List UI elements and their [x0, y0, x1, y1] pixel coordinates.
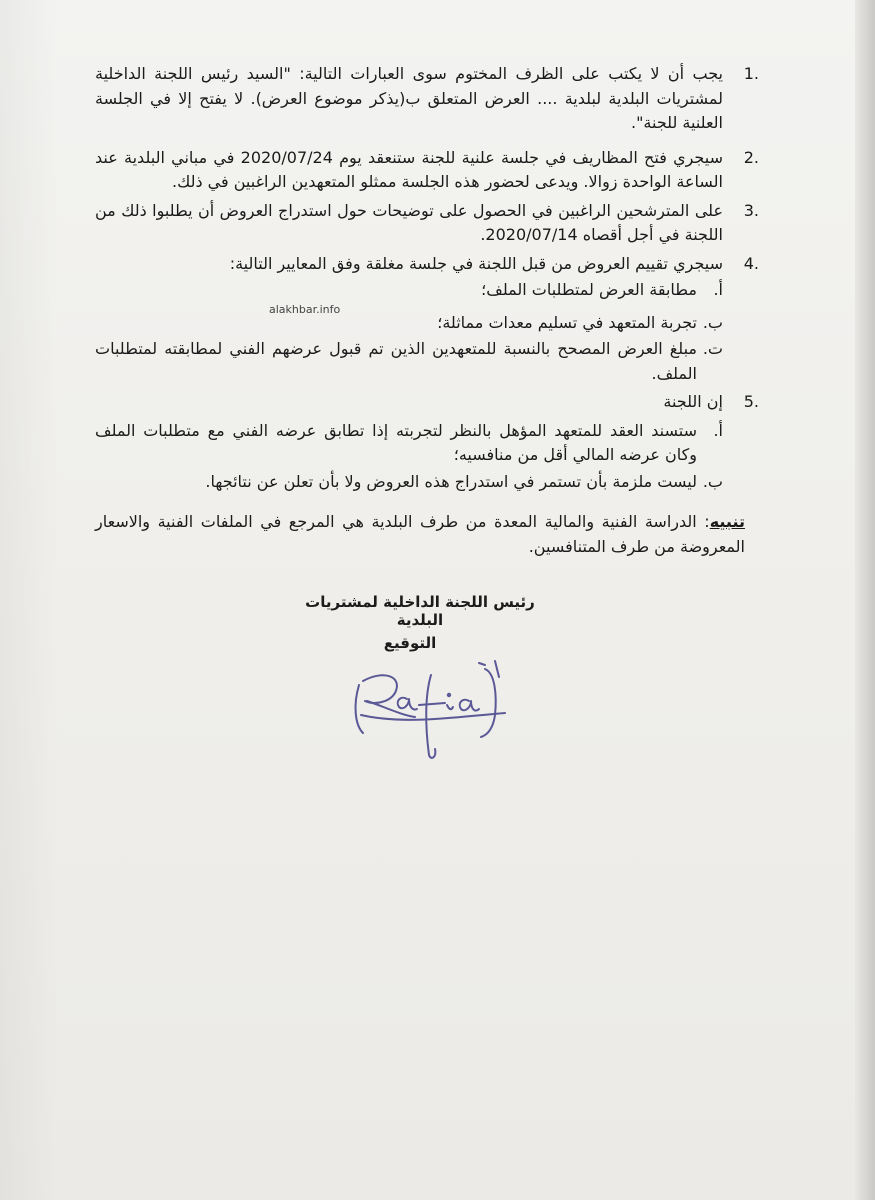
item-text: سيجري فتح المظاريف في جلسة علنية للجنة ستنعقد يوم 2020/07/24 في مباني البلدية عند الساعة الواحدة زوالا. ويدعى لحضور هذه الجلسة ممثلو المتعهدين الراغبين في ذلك.	[95, 147, 723, 191]
handwritten-signature	[345, 655, 515, 765]
item-number: 5.	[743, 392, 759, 411]
sub-item-letter: أ.	[713, 420, 723, 440]
notice-paragraph	[95, 510, 745, 559]
item-text: إن اللجنة	[663, 392, 723, 411]
item-number: 2.	[743, 147, 759, 167]
signature-label: التوقيع	[383, 634, 437, 652]
list-item-2	[95, 146, 759, 195]
item-text: سيجري تقييم العروض من قبل اللجنة في جلسة مغلقة وفق المعايير التالية:	[229, 253, 723, 273]
sub-item-t	[95, 337, 723, 386]
signatory-title: رئيس اللجنة الداخلية لمشتريات البلدية	[305, 593, 535, 629]
sub-item-letter: ب.	[702, 471, 723, 491]
list-item-3	[95, 199, 759, 248]
page-fold-edge	[855, 0, 875, 1200]
list-item-1	[95, 62, 759, 136]
sub-item-a	[95, 419, 723, 468]
sub-item-text: ليست ملزمة بأن تستمر في استدراج هذه العروض ولا بأن تعلن عن نتائجها.	[205, 471, 697, 491]
document-body	[95, 62, 759, 559]
sub-item-letter: أ.	[713, 280, 723, 299]
list-item-5	[95, 390, 759, 494]
sub-item-text: مبلغ العرض المصحح بالنسبة للمتعهدين الذين تم قبول عرضهم الفني لمطابقته لمتطلبات الملف.	[95, 339, 697, 383]
item-text: على المترشحين الراغبين في الحصول على توضيحات حول استدراج العروض أن يطلبوا ذلك من اللجنة في أجل أقصاه 2020/07/14.	[95, 200, 723, 244]
item-text: يجب أن لا يكتب على الظرف المختوم سوى العبارات التالية: "السيد رئيس اللجنة الداخلية لمشتريات البلدية لبلدية .... العرض المتعلق ب(يذكر موضوع العرض). لا يفتح إلا في الجلسة العلنية للجنة".	[95, 64, 723, 132]
sub-item-text: ستسند العقد للمتعهد المؤهل بالنظر لتجربته إذا تطابق عرضه الفني مع متطلبات الملف وكان عرضه المالي أقل من منافسيه؛	[95, 420, 697, 464]
page-shadow	[0, 0, 60, 1200]
notice-text: : الدراسة الفنية والمالية المعدة من طرف البلدية هي المرجع في الملفات الفنية والاسعار المعروضة من طرف المتنافسين.	[95, 512, 745, 556]
sub-item-b	[95, 311, 723, 336]
notice-label: تنبيه	[709, 512, 745, 531]
sub-item-text: مطابقة العرض لمتطلبات الملف؛	[481, 280, 697, 299]
watermark-text: alakhbar.info	[269, 303, 341, 316]
sub-item-a	[95, 278, 723, 303]
sub-item-letter: ب.	[702, 312, 723, 332]
item-number: 4.	[743, 253, 759, 273]
item-number: 1.	[743, 64, 759, 83]
item-number: 3.	[743, 200, 759, 220]
list-item-4	[95, 252, 759, 387]
sub-item-text: تجربة المتعهد في تسليم معدات مماثلة؛	[437, 312, 697, 332]
sub-item-letter: ت.	[702, 339, 723, 358]
sub-item-b	[95, 470, 723, 495]
